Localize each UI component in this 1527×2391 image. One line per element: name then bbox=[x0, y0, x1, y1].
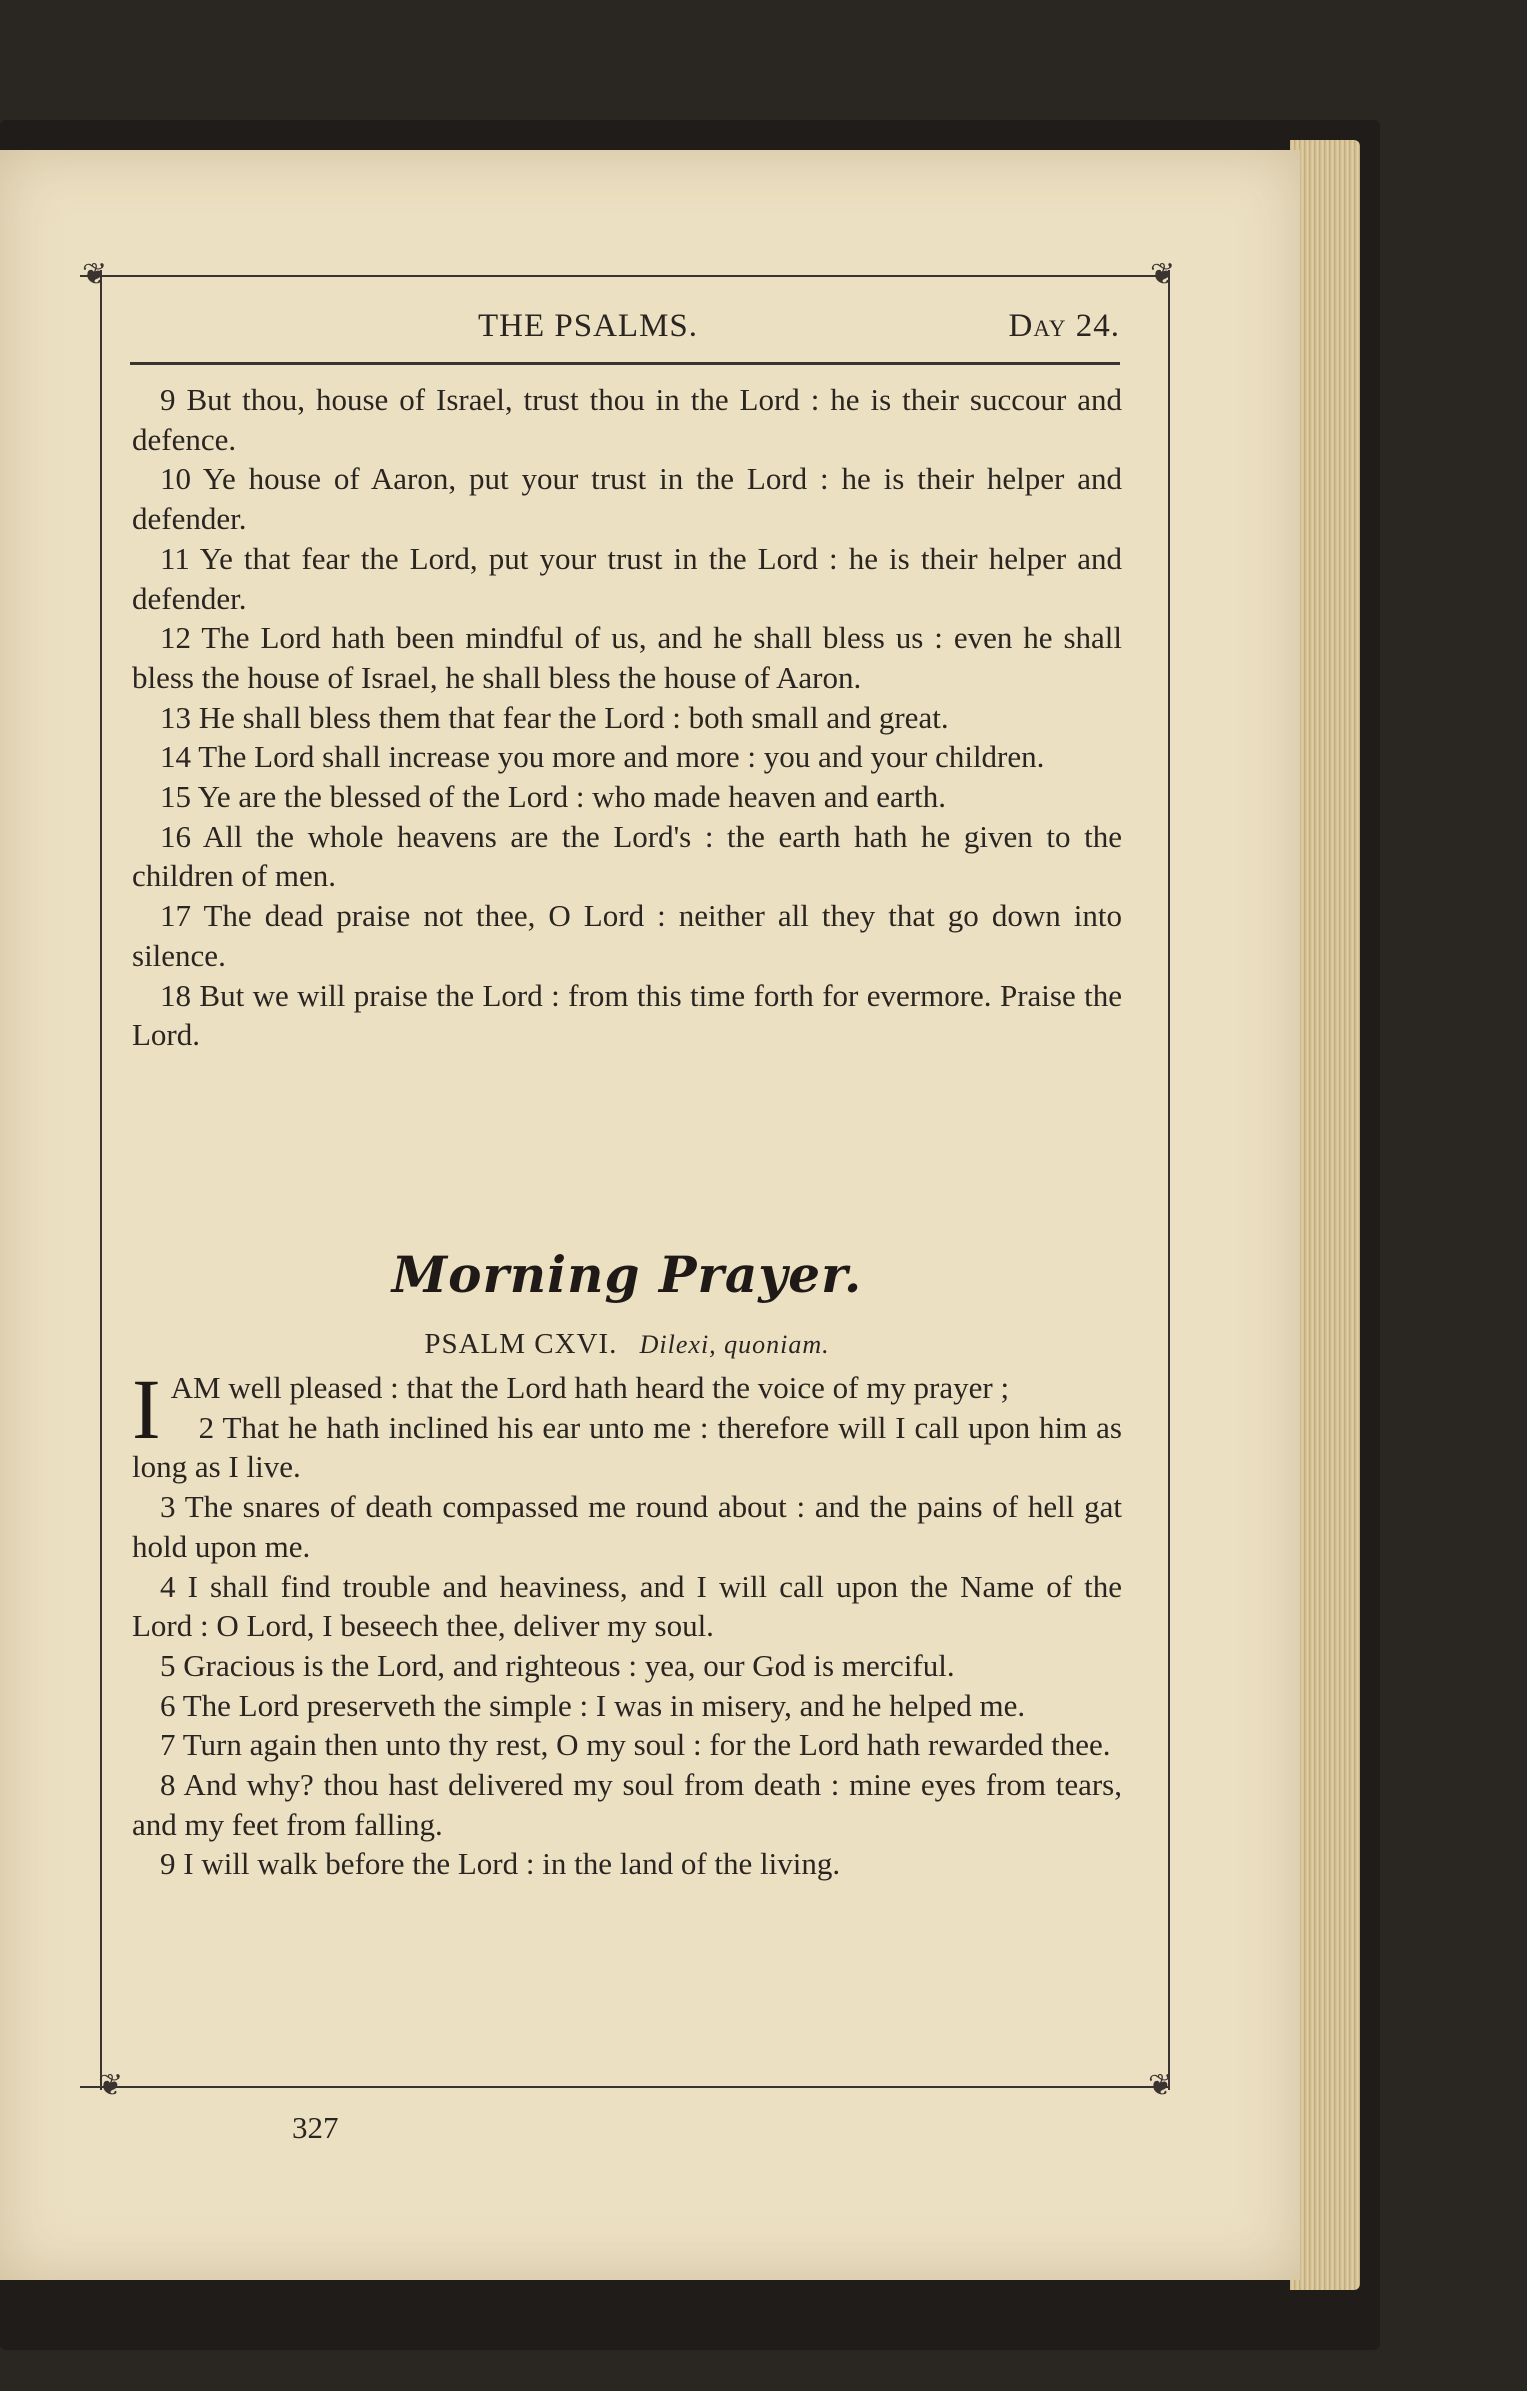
psalm-number: PSALM CXVI. bbox=[424, 1328, 618, 1360]
corner-ornament-top-left: ❦ bbox=[82, 258, 108, 291]
corner-ornament-bottom-left: ❦ bbox=[98, 2069, 124, 2102]
verse: 14 The Lord shall increase you more and more : you and your children. bbox=[160, 739, 1045, 775]
page-number: 327 bbox=[292, 2110, 339, 2145]
book-page bbox=[0, 150, 1300, 2280]
verse: 7 Turn again then unto thy rest, O my soul : for the Lord hath rewarded thee. bbox=[160, 1727, 1111, 1763]
bottom-border-rule bbox=[80, 2086, 1170, 2088]
verse: 2 That he hath inclined his ear unto me : therefore will I call upon him as long as I live. bbox=[132, 1409, 1122, 1485]
verse: 5 Gracious is the Lord, and righteous : yea, our God is merciful. bbox=[160, 1647, 955, 1683]
verse: 11 Ye that fear the Lord, put your trust in the Lord : he is their helper and defender. bbox=[132, 540, 1122, 616]
verse: 9 I will walk before the Lord : in the land of the living. bbox=[160, 1846, 841, 1882]
header-rule bbox=[130, 362, 1120, 365]
verse: 12 The Lord hath been mindful of us, and he shall bless us : even he shall bless the house of Israel, he shall bless the house of Aaron. bbox=[132, 620, 1122, 695]
page-edges bbox=[1290, 140, 1360, 2290]
verse: 16 All the whole heavens are the Lord's : the earth hath he given to the children of men. bbox=[132, 818, 1122, 894]
verse: 3 The snares of death compassed me round about : and the pains of hell gat hold upon me. bbox=[132, 1489, 1122, 1564]
verse: 10 Ye house of Aaron, put your trust in the Lord : he is their helper and defender. bbox=[132, 461, 1122, 537]
verse: 13 He shall bless them that fear the Lord : both small and great. bbox=[160, 699, 949, 735]
verse: 15 Ye are the blessed of the Lord : who made heaven and earth. bbox=[160, 779, 946, 815]
verse: 18 But we will praise the Lord : from this time forth for evermore. Praise the Lord. bbox=[132, 977, 1122, 1053]
verse: 4 I shall find trouble and heaviness, and I will call upon the Name of the Lord : O Lord, I beseech thee, deliver my soul. bbox=[132, 1568, 1122, 1644]
running-title: THE PSALMS. bbox=[478, 308, 699, 344]
top-border-rule bbox=[80, 275, 1170, 277]
running-header bbox=[130, 308, 1120, 352]
drop-cap: I bbox=[132, 1361, 161, 1457]
verse: 6 The Lord preserveth the simple : I was in misery, and he helped me. bbox=[160, 1687, 1026, 1723]
psalm-115-continuation bbox=[132, 380, 1122, 1055]
psalm-116-text bbox=[132, 1361, 1122, 1884]
verse: 17 The dead praise not thee, O Lord : neither all they that go down into silence. bbox=[132, 898, 1122, 973]
day-label: Day 24. bbox=[1008, 308, 1120, 344]
section-title: Morning Prayer. bbox=[391, 1245, 863, 1304]
verse: 9 But thou, house of Israel, trust thou in the Lord : he is their succour and defence. bbox=[132, 382, 1122, 457]
psalm-heading bbox=[132, 1328, 1122, 1361]
corner-ornament-top-right: ❦ bbox=[1150, 258, 1176, 291]
verse: 8 And why? thou hast delivered my soul from death : mine eyes from tears, and my feet from falling. bbox=[132, 1767, 1122, 1842]
psalm-latin-incipit: Dilexi, quoniam. bbox=[639, 1330, 830, 1359]
first-verse-text: AM well pleased : that the Lord hath heard the voice of my prayer ; bbox=[170, 1370, 1010, 1405]
corner-ornament-bottom-right: ❦ bbox=[1148, 2069, 1174, 2102]
